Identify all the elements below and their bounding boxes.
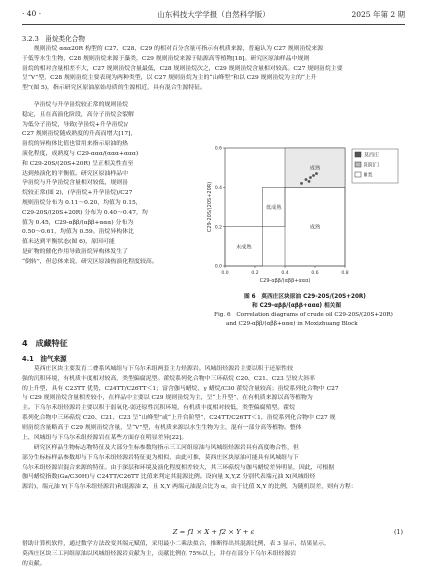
data-point bbox=[308, 180, 311, 183]
text-line: 莫西庄区块主要发育二叠系风城组与下乌尔禾组两套主力烃源岩。风城组烃源岩主要以积于还原性较 bbox=[22, 366, 293, 372]
figure-caption-en-2: and C29-αββ/(αββ+ααα) in Moxizhuang Block bbox=[226, 321, 358, 327]
paragraph-oil-source-1 bbox=[22, 365, 405, 443]
legend-label: 阳阳门 bbox=[364, 162, 380, 169]
text-line: 研究区样品生物标志物特征及大部分生标参数均指示三工河组原油与风城组烃源岩具有高度吻合性，但 bbox=[22, 445, 299, 451]
text-line: 源岩)，端元油 Y(下乌尔禾组烃源岩)和混源油 Z，且 X,Y 两端元油混合比为 α，由于比值 X,Y 的比例，为随机误差，则有方程： bbox=[22, 484, 357, 491]
text-line: 孕甾烷与升孕甾烷含量相对较低，规则甾 bbox=[22, 180, 129, 187]
x-axis-label: C29-αββ/(αββ+ααα) bbox=[259, 278, 311, 284]
data-point bbox=[309, 176, 312, 179]
region-label: 未成熟 bbox=[235, 244, 252, 251]
issue-label: 2025 年第 2 期 bbox=[351, 10, 405, 19]
running-header bbox=[0, 0, 427, 24]
text-line: 则甾烷含量略高于 C29 规则甾烷含量，呈“V”型，有机质来源以水生生物为主，混有一部分高等植物。整体 bbox=[22, 424, 302, 431]
data-point bbox=[315, 172, 318, 175]
x-tick-label: 0.4 bbox=[281, 271, 289, 276]
x-tick-label: 0.6 bbox=[311, 271, 319, 276]
paragraph-steranes-1 bbox=[22, 45, 405, 94]
text-line: 是矿物的催化作用导致甾烷异构体发生了 bbox=[22, 248, 129, 255]
text-line: 上，风城组与下乌尔禾组烃源岩在某些方面存在明显差异[22]。 bbox=[22, 434, 188, 441]
y-tick-label: 0.0 bbox=[214, 264, 222, 270]
text-line: “倒转”，但总体来说，研究区原油热演化程度较高。 bbox=[22, 259, 158, 265]
text-line: 乌尔禾组烃源岩混合来源的特征。由于深层和环境及演化程度相差较大，其三环萜烷与伽马蜡烷差异明显，因此，可根据 bbox=[22, 464, 335, 471]
y-tick-label: 0.4 bbox=[214, 185, 222, 191]
legend-label: Ⅲ类 bbox=[364, 172, 373, 179]
text-line: 主。下乌尔禾组烃源岩主要以积于弱氧化-弱还原性沉积环境，有机质丰度相对较低，类型偏腐殖型。藿烷 bbox=[22, 405, 295, 412]
region-label: 成熟 bbox=[309, 224, 321, 231]
text-line: 为低分子甾烷，导致(孕甾烷+升孕甾烷)/ bbox=[22, 121, 128, 128]
text-line: 莫西庄区块三工河组原油以风城组烃源岩贡献为主，贡献比例在 75%以上，并存在部分下乌尔禾组烃源岩 bbox=[22, 550, 297, 557]
header-rule bbox=[22, 24, 405, 25]
text-line: 于低等水生生物，C28 规则甾烷来源于藻类，C29 规则甾烷来源于陆源高等植物[18]。研究区原油样品中规则 bbox=[22, 55, 310, 62]
figure-caption-en: Fig. 6 Correlation diagrams of crude oil C29-20S/(20S+20R) bbox=[214, 312, 393, 318]
text-line: 的贡献。 bbox=[22, 560, 46, 567]
text-line: 值为 0.45，C29-αββ/(αββ+ααα) 分布为 bbox=[22, 219, 134, 226]
y-axis-label: C29-20S/(20S+20R) bbox=[207, 181, 213, 233]
x-tick-label: 0.0 bbox=[221, 271, 229, 276]
figure-caption-cn: 图 6 莫西庄区块原油 C29-20S/(20S+20R) bbox=[244, 294, 366, 300]
text-line: 呈“V”型，C28 规则甾烷主要表现为两种类型，以 C27 规则甾烷为主的“山峰型”和以 C29 规则甾烷为主的“上升 bbox=[22, 75, 317, 82]
text-line: 烷较正常(图 2)，(孕甾烷+升孕甾烷)/C27 bbox=[22, 190, 133, 197]
text-line: 伽马蜡烷指数(Ga/C30H)与 C24TT/C26TT 比值来判定其混源比例。设向量 X,Y,Z 分别代表端元油 X(风城组烃 bbox=[22, 474, 316, 481]
data-point bbox=[312, 174, 315, 177]
text-line: 部分生标标样品参数却与下乌尔禾组烃源岩特征更为相似，由此可推，莫西庄区块原油可能具有风城组与下 bbox=[22, 454, 299, 461]
text-line: 甾烷的相对含量相差不大，C27 规则甾烷含量最低，C28 规则甾烷次之，C29 规则甾烷含量相对较高。C27 规则甾烷主要 bbox=[22, 65, 343, 72]
text-line: C29-20S/(20S+20R) 分布为 0.40～0.47，均 bbox=[22, 209, 148, 216]
equation-number: (1) bbox=[393, 528, 403, 536]
region-label: 低成熟 bbox=[265, 205, 282, 211]
legend-swatch bbox=[355, 162, 361, 167]
text-line: 达到热演化的平衡值。研究区原油样品中 bbox=[22, 170, 129, 177]
y-tick-label: 0.6 bbox=[214, 146, 222, 152]
y-tick-label: 0.2 bbox=[214, 225, 222, 231]
section-heading-4-1: 4.1 油气来源 bbox=[22, 355, 67, 363]
text-line: C27 规则甾烷随成熟度的升高而增大[17]， bbox=[22, 131, 137, 138]
x-tick-label: 0.8 bbox=[341, 271, 349, 276]
text-line: 甾烷的异构体比值也常用来指示原油的热 bbox=[22, 141, 129, 148]
text-line: 0.50～0.61，均值为 0.59。甾烷异构体比 bbox=[22, 229, 134, 236]
text-line: 和 C29-20S/(20S+20R) 呈正相关性直至 bbox=[22, 160, 134, 167]
text-line: 演化程度，成熟度与 C29-ααα/(ααα+ααα) bbox=[22, 150, 139, 157]
paragraph-oil-source-2 bbox=[22, 444, 405, 493]
text-line: 孕甾烷与升孕甾烷较正常的规则甾烷 bbox=[22, 102, 129, 108]
text-line: 强的沉积环境，有机质丰度相对较高，类型偏腐泥型。藿烷系列化合物中三环萜烷 C20、C21、C23 呈较大斜率 bbox=[22, 375, 316, 382]
journal-title: 山东科技大学学报（自然科学版） bbox=[157, 10, 270, 19]
page-number: · 40 · bbox=[22, 9, 42, 18]
text-line: 规则甾烷 ααα20R 构型的 C27、C28、C29 的相对百分含量可指示有机质来源，普遍认为 C27 规则甾烷来源 bbox=[22, 46, 324, 52]
data-point bbox=[300, 182, 303, 185]
text-line: 型”(图 5)，指示研究区原油原始母质的生源相近，具有混合生源特征。 bbox=[22, 85, 207, 92]
text-line: 值未达到平衡状态(图 6)，原因可能 bbox=[22, 239, 115, 246]
section-heading-3-2-3: 3.2.3 甾烷类化合物 bbox=[22, 35, 85, 43]
region-label: 成熟 bbox=[309, 165, 321, 172]
text-line: 稳定，且在高演化阶段，高分子甾烷会裂解 bbox=[22, 111, 134, 118]
text-line: 规则甾烷分布为 0.11～0.20，均值为 0.15， bbox=[22, 199, 142, 206]
text-line: 系列化合物中三环萜烷 C20、C21、C23 呈“山峰型”或“上升台阶型”，C24TT/C26TT＜1，甾烷系列化合物中 C27 规 bbox=[22, 414, 336, 421]
text-line: 与 C29 规则甾烷含量相差较小，在样品中主要以 C29 规则甾烷为主，呈“上升型”，在有机质来源以高等植物为 bbox=[22, 395, 313, 402]
paragraph-steranes-2 bbox=[22, 101, 200, 258]
legend-swatch bbox=[355, 152, 361, 157]
text-line: 借助计算机软件，通过数学方法改变其端元赋值，采用最小二乘法拟合，推断得出其混源比例，表 3 显示，结果显示， bbox=[22, 541, 330, 547]
paragraph-oil-source-3 bbox=[22, 540, 405, 569]
legend-label: 莫西庄 bbox=[364, 152, 380, 159]
figure-caption-cn-2: 和 C29-αββ/(αββ+ααα) 相关图 bbox=[252, 303, 342, 309]
x-tick-label: 0.2 bbox=[251, 271, 259, 276]
text-line: 的上升型，具有 C23TT 优势，C24TT/C26TT＜1；富含伽马蜡烷，γ 蜡烷/C30 藿烷含量较高；甾烷系列化合物中 C27 bbox=[22, 385, 339, 392]
legend-swatch bbox=[355, 172, 361, 177]
section-heading-4: 4 成藏特征 bbox=[22, 339, 68, 348]
equation-1: Z = f1 × X + f2 × Y + ε bbox=[172, 528, 255, 536]
figure-6-chart bbox=[203, 140, 408, 318]
data-point bbox=[305, 178, 308, 181]
